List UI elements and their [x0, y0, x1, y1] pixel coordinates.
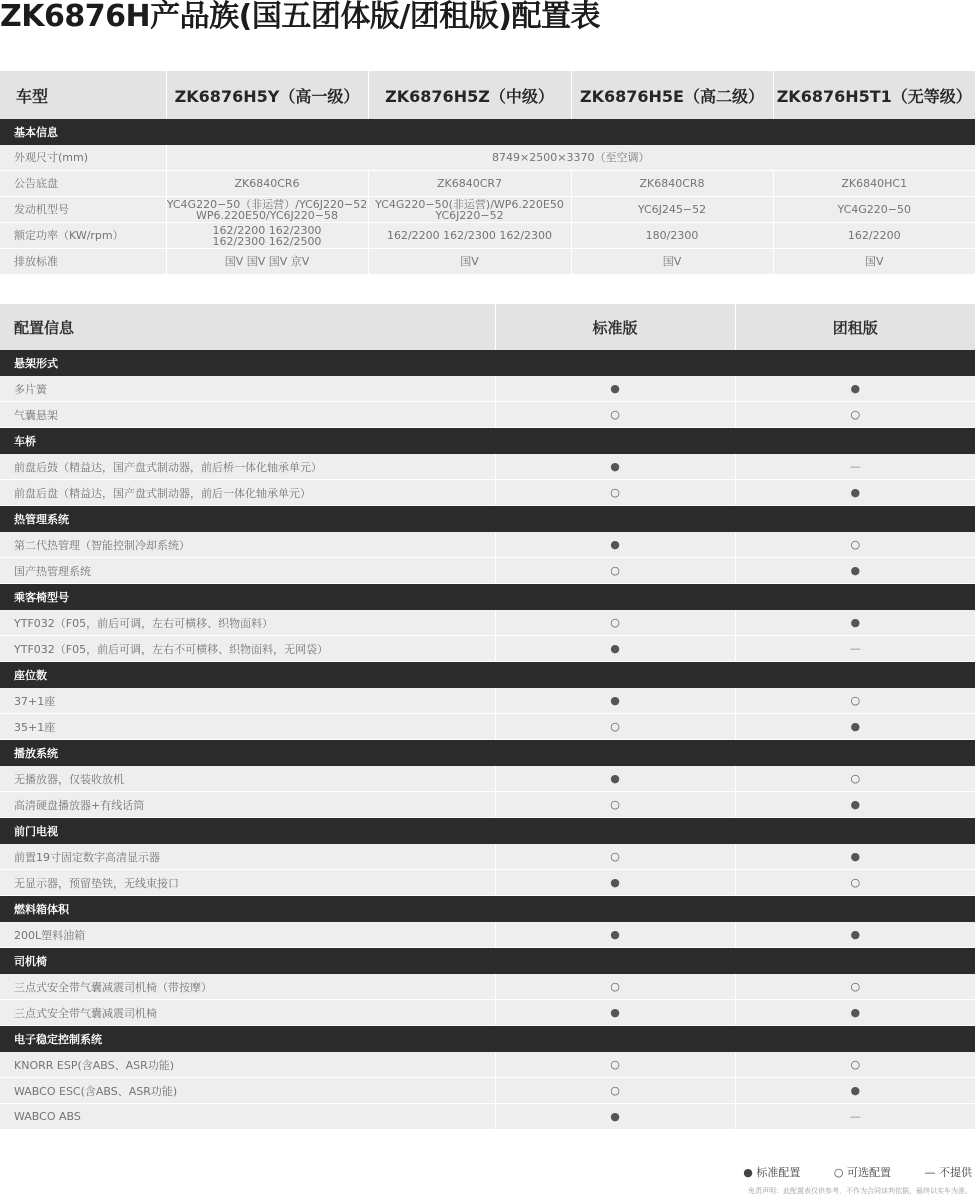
availability-mark: ○ [610, 850, 620, 863]
header-cell: 车型 [0, 71, 166, 119]
section-header [0, 818, 975, 845]
availability-mark: ● [610, 772, 620, 785]
rental-cell [735, 376, 975, 402]
availability-mark: ● [610, 460, 620, 473]
table-row [0, 844, 975, 870]
rental-cell [735, 792, 975, 818]
row-label: 国产热管理系统 [0, 558, 495, 584]
rental-cell [735, 1078, 975, 1104]
standard-cell [495, 558, 735, 584]
header-cell: ZK6876H5Y（高一级） [166, 71, 368, 119]
section-header [0, 1026, 975, 1053]
row-label: 排放标准 [0, 249, 166, 275]
section-title: 燃料箱体积 [0, 896, 975, 923]
table-row [0, 766, 975, 792]
table-row [0, 223, 975, 249]
cell: ZK6840CR7 [368, 171, 571, 197]
table-row [0, 480, 975, 506]
basic-info-table [0, 71, 975, 275]
row-label: 37+1座 [0, 688, 495, 714]
table-row [0, 610, 975, 636]
page-title: ZK6876H产品族(国五团体版/团租版)配置表 [0, 0, 600, 34]
availability-mark: ● [850, 1006, 861, 1019]
rental-cell [735, 714, 975, 740]
section-title: 前门电视 [0, 818, 975, 845]
cell-line: 162/2300 162/2500 [212, 234, 322, 248]
table-row [0, 922, 975, 948]
availability-mark: ● [850, 850, 861, 863]
row-label: YTF032（F05，前后可调，左右可横移、织物面料） [0, 610, 495, 636]
availability-mark: ○ [610, 616, 620, 629]
cell: 国Ⅴ [571, 249, 773, 275]
standard-cell [495, 974, 735, 1000]
table-row [0, 870, 975, 896]
header-cell: ZK6876H5E（高二级） [571, 71, 773, 119]
row-label: 额定功率（KW/rpm） [0, 223, 166, 249]
row-label: 无播放器，仅装收放机 [0, 766, 495, 792]
cell: YC4G220−50 [773, 197, 975, 223]
standard-cell [495, 1052, 735, 1078]
row-label: 第二代热管理（智能控制冷却系统） [0, 532, 495, 558]
cell-line: WP6.220E50/YC6J220−58 [196, 208, 338, 222]
rental-cell [735, 1104, 975, 1130]
cell [368, 197, 571, 223]
cell: ZK6840HC1 [773, 171, 975, 197]
legend-standard: ● 标准配置 [743, 1166, 801, 1179]
availability-mark: ● [610, 382, 620, 395]
availability-mark: ● [850, 798, 861, 811]
cell: 国Ⅴ 国Ⅴ 国Ⅴ 京Ⅴ [166, 249, 368, 275]
availability-mark: ○ [610, 564, 620, 577]
cell: 162/2200 162/2300 162/2300 [368, 223, 571, 249]
table-row [0, 636, 975, 662]
rental-cell [735, 454, 975, 480]
header-cell: 配置信息 [0, 304, 495, 350]
standard-cell [495, 792, 735, 818]
row-label: 无显示器，预留垫铁，无线束接口 [0, 870, 495, 896]
section-header [0, 662, 975, 689]
section-title: 基本信息 [0, 119, 975, 145]
header-cell: ZK6876H5T1（无等级） [773, 71, 975, 119]
rental-cell [735, 480, 975, 506]
table-row [0, 454, 975, 480]
availability-mark: ● [610, 538, 620, 551]
cell: ZK6840CR8 [571, 171, 773, 197]
row-label: 三点式安全带气囊减震司机椅 [0, 1000, 495, 1026]
cell: 8749×2500×3370（至空调） [166, 145, 975, 171]
availability-mark: ○ [610, 486, 620, 499]
table-row [0, 376, 975, 402]
section-header [0, 740, 975, 767]
section-header [0, 584, 975, 611]
standard-cell [495, 766, 735, 792]
table-row [0, 249, 975, 275]
availability-mark: ○ [610, 720, 620, 733]
rental-cell [735, 974, 975, 1000]
availability-mark: ● [850, 1084, 861, 1097]
rental-cell [735, 558, 975, 584]
standard-cell [495, 532, 735, 558]
table-row [0, 974, 975, 1000]
standard-cell [495, 402, 735, 428]
availability-mark: ● [610, 876, 620, 889]
standard-cell [495, 844, 735, 870]
section-title: 座位数 [0, 662, 975, 689]
header-cell: ZK6876H5Z（中级） [368, 71, 571, 119]
table-row [0, 714, 975, 740]
availability-mark: ○ [850, 876, 861, 889]
legend [743, 1164, 972, 1180]
cell [166, 223, 368, 249]
section-header [0, 119, 975, 145]
availability-mark: ● [850, 382, 861, 395]
section-title: 车桥 [0, 428, 975, 455]
config-header-row [0, 304, 975, 350]
cell [166, 197, 368, 223]
standard-cell [495, 1104, 735, 1130]
header-cell: 团租版 [735, 304, 975, 350]
section-title: 悬架形式 [0, 350, 975, 376]
section-header [0, 896, 975, 923]
availability-mark: ○ [850, 980, 861, 993]
table-row [0, 402, 975, 428]
availability-mark: ● [610, 1110, 620, 1123]
standard-cell [495, 688, 735, 714]
rental-cell [735, 922, 975, 948]
table-row [0, 792, 975, 818]
rental-cell [735, 688, 975, 714]
table-row [0, 171, 975, 197]
section-title: 播放系统 [0, 740, 975, 767]
availability-mark: ● [610, 642, 620, 655]
row-label: WABCO ABS [0, 1104, 495, 1130]
model-header-row [0, 71, 975, 119]
table-row [0, 1078, 975, 1104]
standard-cell [495, 610, 735, 636]
row-label: WABCO ESC(含ABS、ASR功能) [0, 1078, 495, 1104]
row-label: 前置19寸固定数字高清显示器 [0, 844, 495, 870]
standard-cell [495, 1000, 735, 1026]
cell: YC6J245−52 [571, 197, 773, 223]
standard-cell [495, 1078, 735, 1104]
availability-mark: ● [610, 928, 620, 941]
table-row [0, 532, 975, 558]
row-label: 200L塑料油箱 [0, 922, 495, 948]
availability-mark: ● [850, 720, 861, 733]
availability-mark: ○ [610, 1084, 620, 1097]
row-label: 前盘后盘（精益达，国产盘式制动器，前后一体化轴承单元） [0, 480, 495, 506]
availability-mark: ● [850, 928, 861, 941]
section-title: 乘客椅型号 [0, 584, 975, 611]
rental-cell [735, 870, 975, 896]
cell: 162/2200 [773, 223, 975, 249]
availability-mark: ○ [850, 772, 861, 785]
rental-cell [735, 402, 975, 428]
rental-cell [735, 532, 975, 558]
legend-none: — 不提供 [924, 1166, 972, 1179]
section-header [0, 428, 975, 455]
availability-mark: — [849, 460, 861, 473]
availability-mark: ● [610, 694, 620, 707]
standard-cell [495, 454, 735, 480]
config-table [0, 304, 975, 1130]
availability-mark: ○ [610, 1058, 620, 1071]
row-label: 外观尺寸(mm) [0, 145, 166, 171]
cell: 国Ⅴ [773, 249, 975, 275]
legend-optional: ○ 可选配置 [833, 1166, 891, 1179]
cell-line: YC4G220−50(非运营)/WP6.220E50 [375, 197, 564, 211]
cell: ZK6840CR6 [166, 171, 368, 197]
row-label: 公告底盘 [0, 171, 166, 197]
standard-cell [495, 922, 735, 948]
cell-line: 162/2200 162/2300 [212, 223, 322, 237]
table-row [0, 558, 975, 584]
row-label: KNORR ESP(含ABS、ASR功能) [0, 1052, 495, 1078]
availability-mark: ● [850, 616, 861, 629]
row-label: 发动机型号 [0, 197, 166, 223]
availability-mark: ○ [610, 408, 620, 421]
row-label: 高清硬盘播放器+有线话筒 [0, 792, 495, 818]
row-label: 多片簧 [0, 376, 495, 402]
rental-cell [735, 844, 975, 870]
rental-cell [735, 1052, 975, 1078]
availability-mark: ○ [850, 408, 861, 421]
table-row [0, 145, 975, 171]
disclaimer: 免责声明：此配置表仅供参考，不作为合同谈判依据，最终以实车为准。 [748, 1187, 972, 1195]
section-header [0, 350, 975, 376]
availability-mark: ● [610, 1006, 620, 1019]
section-header [0, 506, 975, 533]
availability-mark: — [849, 642, 861, 655]
availability-mark: ○ [850, 1058, 861, 1071]
standard-cell [495, 376, 735, 402]
cell-line: YC4G220−50（非运营）/YC6J220−52 [166, 197, 368, 211]
rental-cell [735, 610, 975, 636]
table-row [0, 1104, 975, 1130]
availability-mark: ○ [610, 980, 620, 993]
rental-cell [735, 1000, 975, 1026]
standard-cell [495, 480, 735, 506]
standard-cell [495, 714, 735, 740]
availability-mark: ○ [610, 798, 620, 811]
row-label: 气囊悬架 [0, 402, 495, 428]
cell: 国Ⅴ [368, 249, 571, 275]
row-label: 前盘后鼓（精益达，国产盘式制动器，前后桥一体化轴承单元） [0, 454, 495, 480]
cell: 180/2300 [571, 223, 773, 249]
header-cell: 标准版 [495, 304, 735, 350]
section-title: 司机椅 [0, 948, 975, 975]
row-label: YTF032（F05，前后可调，左右不可横移、织物面料，无网袋） [0, 636, 495, 662]
availability-mark: ○ [850, 538, 861, 551]
availability-mark: ● [850, 486, 861, 499]
rental-cell [735, 766, 975, 792]
section-header [0, 948, 975, 975]
availability-mark: ● [850, 564, 861, 577]
section-title: 电子稳定控制系统 [0, 1026, 975, 1053]
standard-cell [495, 870, 735, 896]
table-row [0, 1052, 975, 1078]
table-row [0, 1000, 975, 1026]
availability-mark: ○ [850, 694, 861, 707]
section-title: 热管理系统 [0, 506, 975, 533]
table-row [0, 197, 975, 223]
cell-line: YC6J220−52 [435, 208, 504, 222]
rental-cell [735, 636, 975, 662]
standard-cell [495, 636, 735, 662]
table-row [0, 688, 975, 714]
row-label: 35+1座 [0, 714, 495, 740]
row-label: 三点式安全带气囊减震司机椅（带按摩） [0, 974, 495, 1000]
availability-mark: — [849, 1110, 861, 1123]
